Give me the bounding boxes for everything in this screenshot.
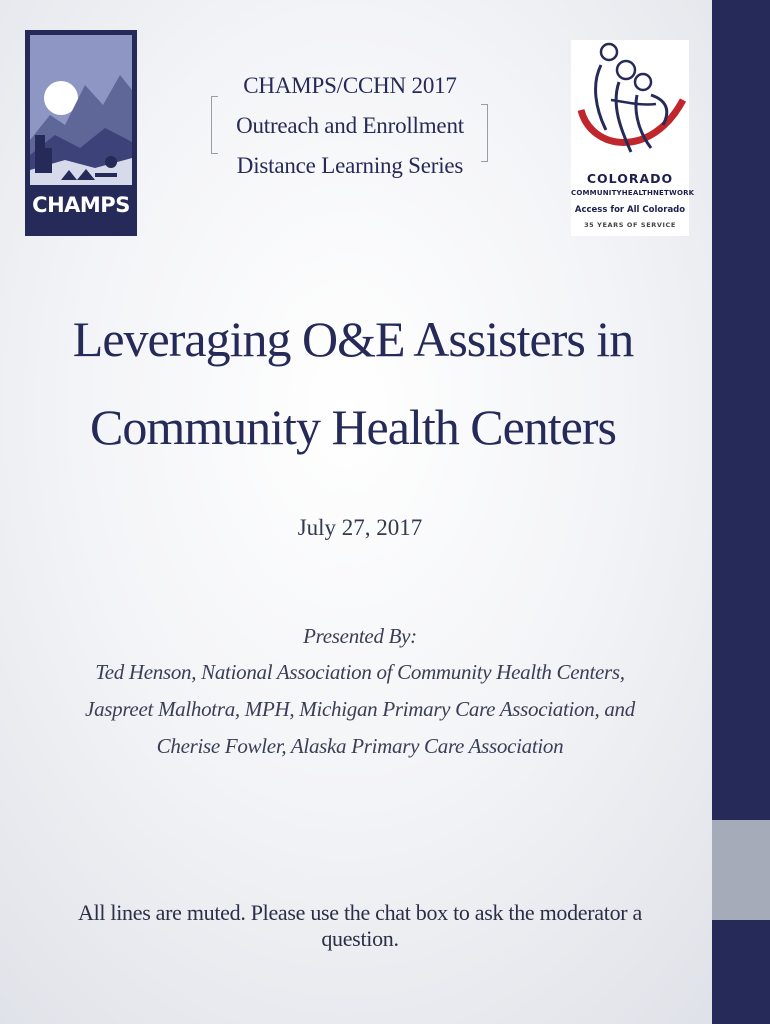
presenter-line-1: Ted Henson, National Association of Community Health Centers,	[95, 660, 625, 684]
series-line-2: Outreach and Enrollment	[236, 113, 464, 138]
series-line-1: CHAMPS/CCHN 2017	[243, 73, 457, 98]
title-line-1: Leveraging O&E Assisters in	[72, 311, 634, 367]
cchn-logo-name: COLORADO	[586, 171, 674, 186]
footer-note: All lines are muted. Please use the chat box to ask the moderator a question.	[78, 900, 642, 951]
presentation-date: July 27, 2017	[297, 515, 423, 540]
cchn-people-icon	[571, 40, 689, 170]
title-line-2: Community Health Centers	[90, 399, 616, 455]
side-bar-accent	[712, 820, 770, 920]
champs-logo-text: CHAMPS	[32, 193, 130, 217]
presenter-line-3: Cherise Fowler, Alaska Primary Care Association	[156, 734, 564, 758]
series-line-3: Distance Learning Series	[236, 153, 464, 178]
cchn-logo	[571, 40, 695, 236]
cchn-logo-years: 35 YEARS OF SERVICE	[584, 221, 676, 229]
cchn-logo-tagline: Access for All Colorado	[574, 205, 686, 215]
presenter-line-2: Jaspreet Malhotra, MPH, Michigan Primary Care Association, and	[85, 697, 635, 721]
cchn-logo-network: COMMUNITYHEALTHNETWORK	[571, 189, 695, 197]
champs-logo	[25, 30, 137, 236]
presenters-heading: Presented By:	[303, 624, 417, 648]
